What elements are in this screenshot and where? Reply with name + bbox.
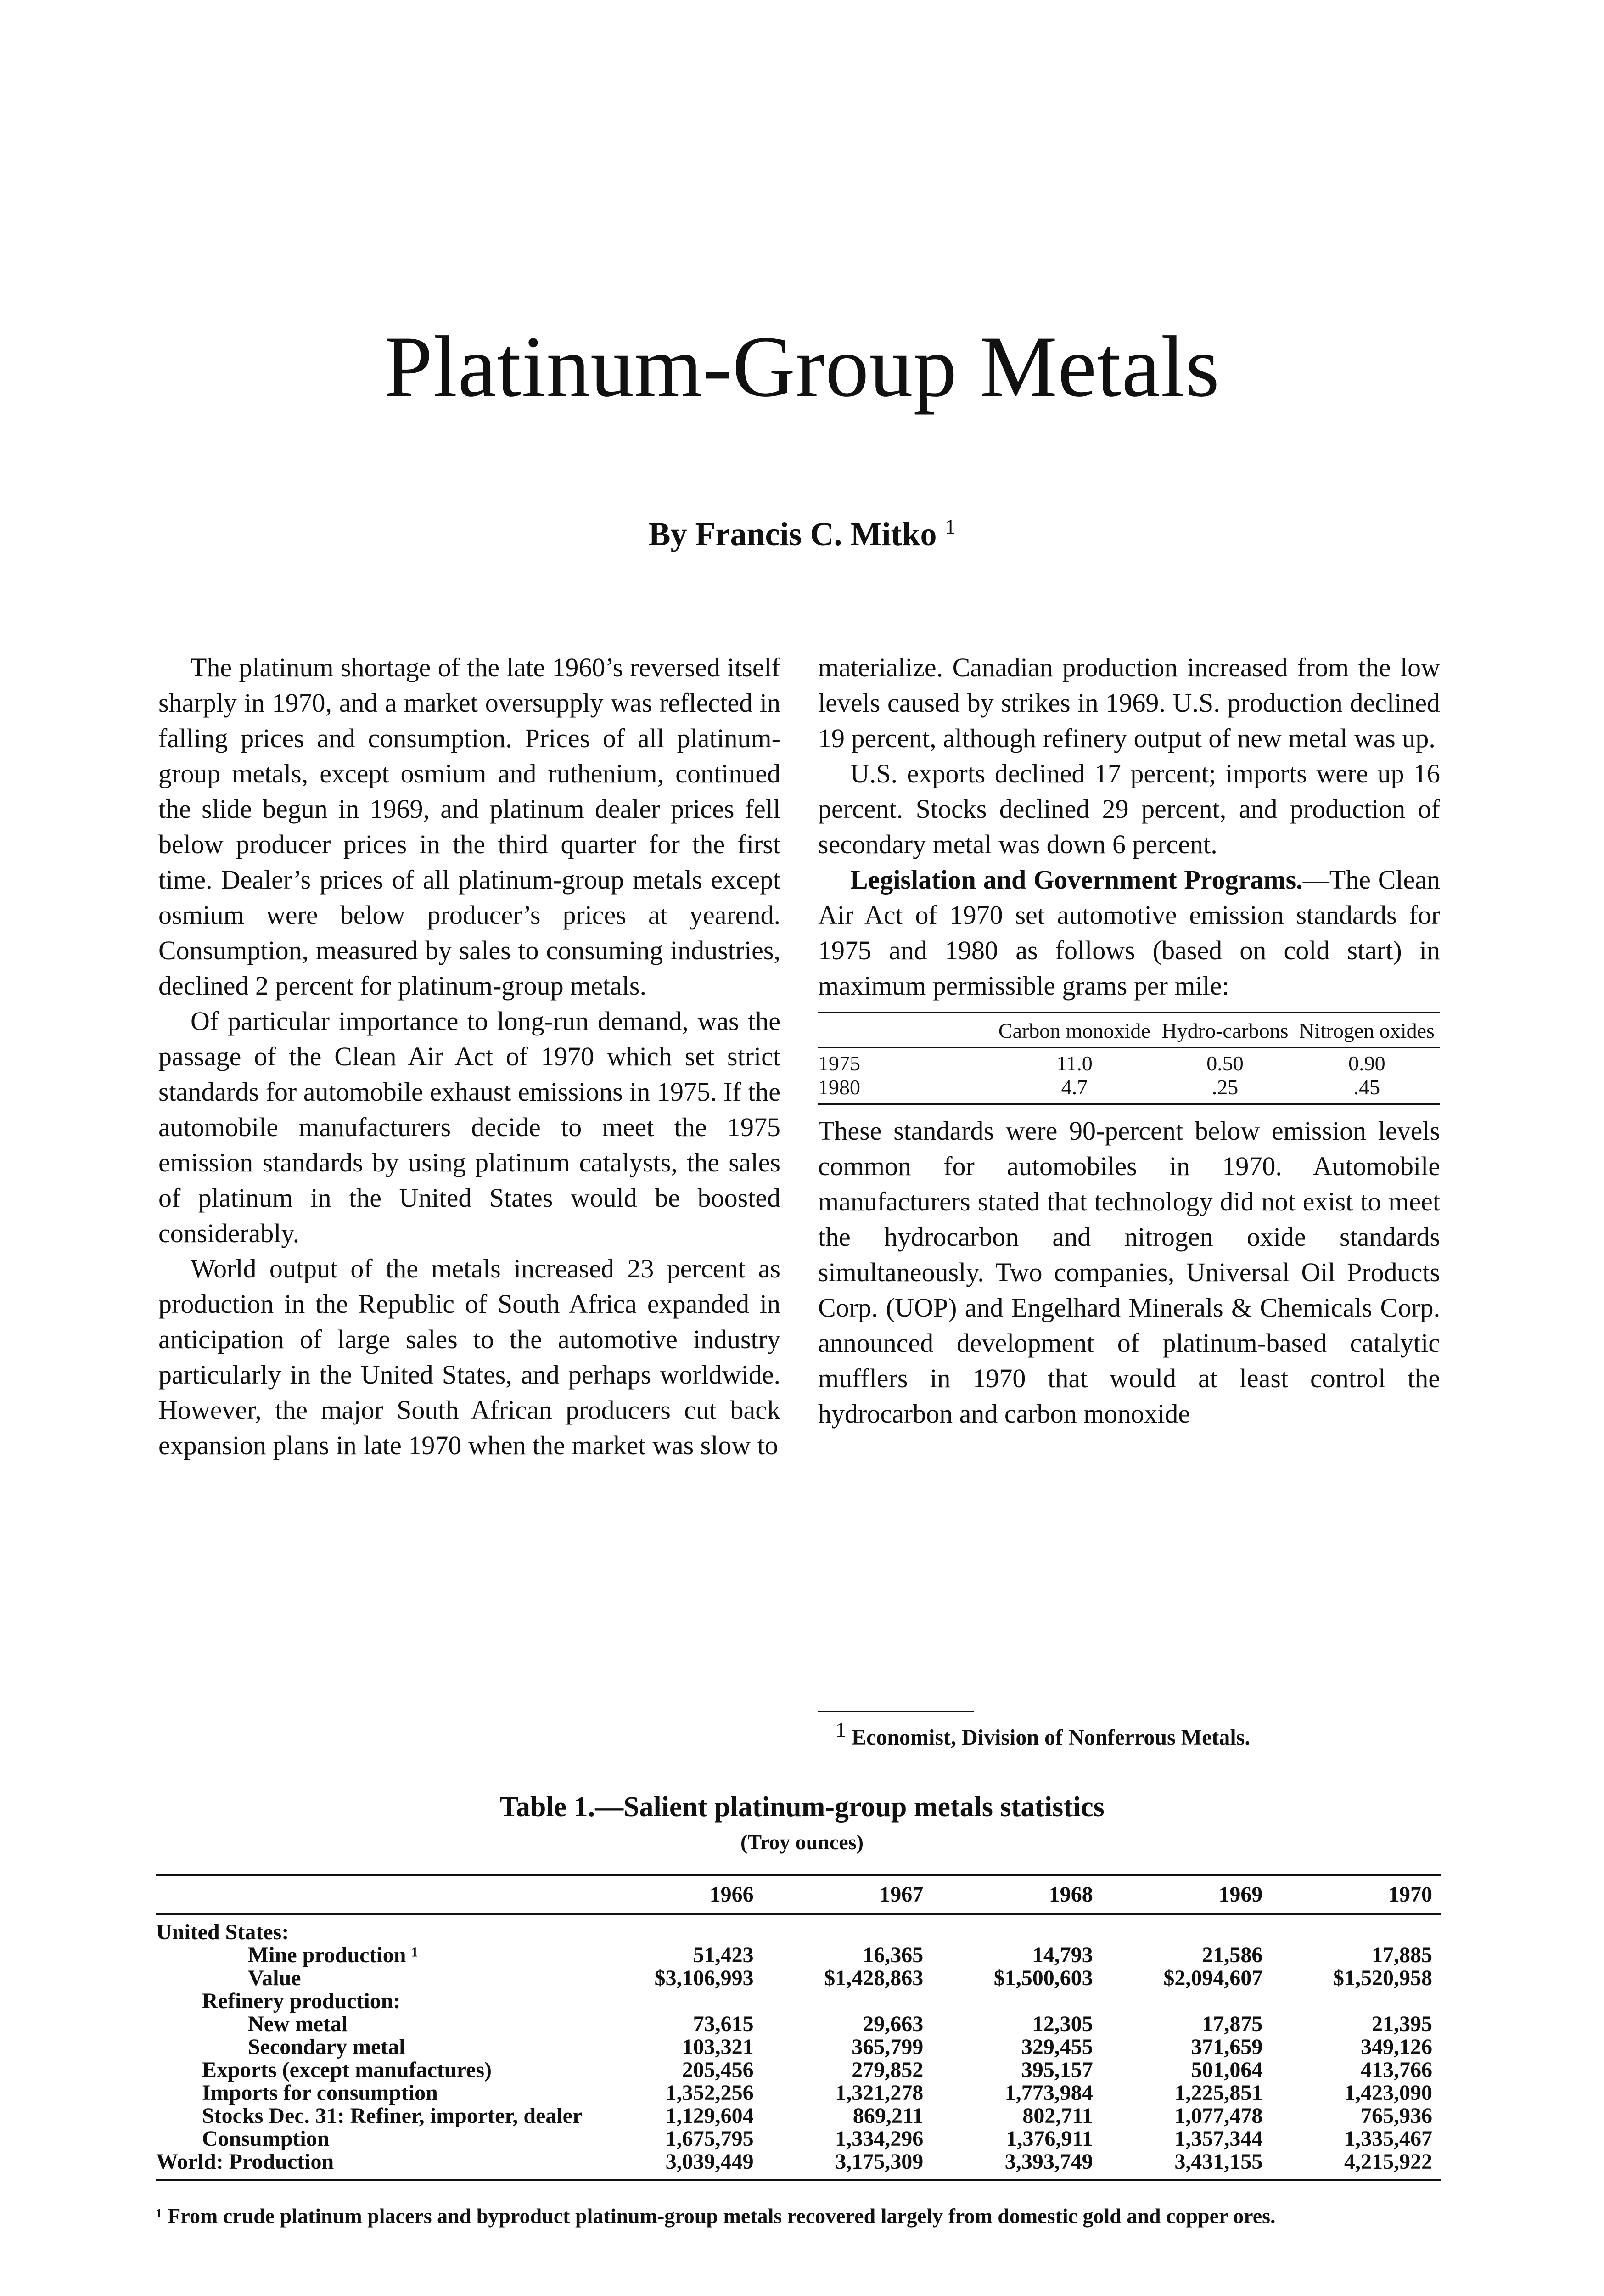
table-cell: 1,129,604 bbox=[665, 2104, 754, 2128]
table-cell: 1,335,467 bbox=[1344, 2127, 1432, 2151]
table-cell: 3,175,309 bbox=[763, 2150, 933, 2180]
table-row bbox=[156, 2036, 1441, 2059]
table-row bbox=[818, 1047, 1440, 1076]
table-cell: 0.90 bbox=[1348, 1052, 1385, 1075]
table-cell: 1,675,795 bbox=[665, 2127, 754, 2151]
footnote-marker: 1 bbox=[945, 515, 956, 538]
year-header: 1969 bbox=[1102, 1875, 1272, 1915]
table-header: Nitrogen oxides bbox=[1294, 1013, 1440, 1047]
paragraph: These standards were 90-percent below emission levels common for automobiles in 1970. Automobile manufacturers stated that technology did not exist to meet the hydrocarbon and nitrogen oxide standards simultaneously. Two companies, Universal Oil Products Corp. (UOP) and Engelhard Minerals & Chemicals Corp. announced development of platinum-based catalytic mufflers in 1970 that would at least control the hydrocarbon and carbon monoxide bbox=[818, 1116, 1440, 1429]
table-row bbox=[156, 1967, 1441, 1990]
right-column bbox=[818, 650, 1440, 1431]
table-subtitle: (Troy ounces) bbox=[740, 1830, 864, 1854]
table-cell bbox=[1272, 1914, 1441, 1944]
row-label: Secondary metal bbox=[248, 2035, 405, 2059]
section-heading: Legislation and Government Programs. bbox=[850, 865, 1303, 895]
paragraph: The platinum shortage of the late 1960’s reversed itself sharply in 1970, and a market oversupply was reflected in falling prices and consumption. Prices of all platinum-group metals, except osmium and ruthenium, continued the slide begun in 1969, and platinum dealer prices fell below producer prices in the third quarter for the first time. Dealer’s prices of all platinum-group metals except osmium were below producer’s prices at yearend. Consumption, measured by sales to consuming industries, declined 2 percent for platinum-group metals. bbox=[158, 653, 780, 1001]
table-cell: 1,773,984 bbox=[1004, 2081, 1093, 2105]
table-cell bbox=[763, 1914, 933, 1944]
paragraph: materialize. Canadian production increased from the low levels caused by strikes in 1969. U.S. production declined 19 percent, although refinery output of new metal was up. bbox=[818, 653, 1440, 753]
author-name: By Francis C. Mitko bbox=[648, 516, 937, 552]
row-label: United States: bbox=[156, 1920, 289, 1944]
table-cell: 279,852 bbox=[852, 2058, 924, 2082]
footnote-text: Economist, Division of Nonferrous Metals. bbox=[852, 1725, 1251, 1750]
table-row bbox=[156, 2105, 1441, 2127]
row-label: Refinery production: bbox=[202, 1989, 401, 2013]
table-cell bbox=[593, 1990, 763, 2013]
table-cell: 4.7 bbox=[992, 1075, 1156, 1104]
table-cell: 14,793 bbox=[1032, 1943, 1093, 1967]
year-header: 1970 bbox=[1272, 1875, 1441, 1915]
table-cell: $3,106,993 bbox=[654, 1966, 754, 1990]
table-cell: 73,615 bbox=[693, 2012, 754, 2036]
table-cell bbox=[763, 1990, 933, 2013]
table-cell: 3,039,449 bbox=[593, 2150, 763, 2180]
salient-statistics-table bbox=[156, 1874, 1441, 2181]
table-cell: 1,225,851 bbox=[1174, 2081, 1263, 2105]
row-label: Stocks Dec. 31: Refiner, importer, dealer bbox=[202, 2104, 583, 2128]
emission-standards-table bbox=[818, 1012, 1440, 1105]
table-footnote: ¹ From crude platinum placers and byproduct platinum-group metals recovered largely from domestic gold and copper ores. bbox=[156, 2204, 1276, 2228]
row-label: Mine production ¹ bbox=[248, 1943, 418, 1967]
table-cell: 17,875 bbox=[1202, 2012, 1263, 2036]
table-cell: 1,423,090 bbox=[1344, 2081, 1432, 2105]
row-label: New metal bbox=[248, 2012, 348, 2036]
table-cell: 3,393,749 bbox=[932, 2150, 1102, 2180]
table-cell: 29,663 bbox=[863, 2012, 924, 2036]
page-title: Platinum-Group Metals bbox=[384, 319, 1220, 415]
table-cell: 16,365 bbox=[863, 1943, 924, 1967]
table-cell: 21,395 bbox=[1372, 2012, 1432, 2036]
table-cell: 1,357,344 bbox=[1174, 2127, 1263, 2151]
table-cell: 4,215,922 bbox=[1272, 2150, 1441, 2180]
row-label: Imports for consumption bbox=[202, 2081, 438, 2105]
table-cell: $1,520,958 bbox=[1333, 1966, 1432, 1990]
table-cell: 371,659 bbox=[1191, 2035, 1263, 2059]
author-footnote bbox=[836, 1717, 1441, 1750]
table-header: Hydro-carbons bbox=[1156, 1013, 1293, 1047]
table-row bbox=[156, 2059, 1441, 2082]
paragraph: Of particular importance to long-run demand, was the passage of the Clean Air Act of 1970 which set strict standards for automobile exhaust emissions in 1975. If the automobile manufacturers decide to meet the 1975 emission standards by using platinum catalysts, the sales of platinum in the United States would be boosted considerably. bbox=[158, 1006, 780, 1248]
table-cell bbox=[1272, 1990, 1441, 2013]
table-cell: $1,428,863 bbox=[824, 1966, 924, 1990]
table-cell bbox=[1102, 1990, 1272, 2013]
table-row bbox=[156, 1990, 1441, 2013]
paragraph: U.S. exports declined 17 percent; imports were up 16 percent. Stocks declined 29 percent, and production of secondary metal was down 6 percent. bbox=[818, 759, 1440, 859]
table-cell: 1,352,256 bbox=[665, 2081, 754, 2105]
left-column bbox=[158, 650, 780, 1463]
table-cell: 802,711 bbox=[1022, 2104, 1093, 2128]
table-cell: 1,321,278 bbox=[835, 2081, 924, 2105]
table-cell: 3,431,155 bbox=[1102, 2150, 1272, 2180]
table-cell: $1,500,603 bbox=[993, 1966, 1093, 1990]
table-cell: $2,094,607 bbox=[1163, 1966, 1263, 1990]
table-row bbox=[818, 1075, 1440, 1104]
table-row bbox=[156, 1914, 1441, 1944]
row-label: Exports (except manufactures) bbox=[202, 2058, 492, 2082]
table-cell: 329,455 bbox=[1021, 2035, 1093, 2059]
table-cell: 413,766 bbox=[1361, 2058, 1432, 2082]
row-label: 1980 bbox=[818, 1075, 992, 1104]
row-label: Consumption bbox=[202, 2127, 330, 2151]
table-cell bbox=[593, 1914, 763, 1944]
row-label: Value bbox=[248, 1966, 301, 1990]
table-cell: .25 bbox=[1156, 1075, 1293, 1104]
table-cell: 365,799 bbox=[852, 2035, 924, 2059]
table-row bbox=[156, 1944, 1441, 1967]
table-cell: 1,334,296 bbox=[835, 2127, 924, 2151]
table-cell: 869,211 bbox=[852, 2104, 924, 2128]
table-header-blank bbox=[156, 1875, 593, 1915]
table-row bbox=[156, 2150, 1441, 2180]
byline bbox=[0, 514, 1604, 553]
table-cell: 0.50 bbox=[1206, 1052, 1244, 1075]
table-cell: 51,423 bbox=[693, 1943, 754, 1967]
row-label: 1975 bbox=[818, 1052, 860, 1075]
table-cell: 21,586 bbox=[1202, 1943, 1263, 1967]
table-row bbox=[156, 2013, 1441, 2036]
paragraph bbox=[818, 862, 1440, 1003]
paragraph-text: —The Clean Air Act of 1970 set automotive emission standards for 1975 and 1980 as follows (based on cold start) in maximum permissible grams per mile: bbox=[818, 865, 1440, 1001]
year-header: 1966 bbox=[593, 1875, 763, 1915]
table-cell: 17,885 bbox=[1372, 1943, 1432, 1967]
table-cell: 349,126 bbox=[1361, 2035, 1432, 2059]
table-row bbox=[156, 2082, 1441, 2105]
table-header-blank bbox=[818, 1013, 992, 1047]
row-label: World: Production bbox=[156, 2150, 593, 2180]
table-cell: 1,077,478 bbox=[1174, 2104, 1263, 2128]
paragraph: World output of the metals increased 23 percent as production in the Republic of South Africa expanded in anticipation of large sales to the automotive industry particularly in the United States, and perhaps worldwide. However, the major South African producers cut back expansion plans in late 1970 when the market was slow to bbox=[158, 1254, 780, 1460]
table-cell: 765,936 bbox=[1361, 2104, 1432, 2128]
table-cell bbox=[1102, 1914, 1272, 1944]
table-header: Carbon monoxide bbox=[992, 1013, 1156, 1047]
year-header: 1968 bbox=[932, 1875, 1102, 1915]
table-cell bbox=[932, 1914, 1102, 1944]
table-cell: 11.0 bbox=[1056, 1052, 1093, 1075]
table-cell: 1,376,911 bbox=[1006, 2127, 1093, 2151]
table-cell bbox=[932, 1990, 1102, 2013]
table-cell: 501,064 bbox=[1191, 2058, 1263, 2082]
table-cell: 395,157 bbox=[1021, 2058, 1093, 2082]
table-cell: .45 bbox=[1294, 1075, 1440, 1104]
table-cell: 103,321 bbox=[682, 2035, 754, 2059]
table-cell: 12,305 bbox=[1032, 2012, 1093, 2036]
table-title: Table 1.—Salient platinum-group metals statistics bbox=[499, 1791, 1105, 1823]
footnote-divider bbox=[818, 1711, 974, 1712]
table-row bbox=[156, 2127, 1441, 2150]
table-cell: 205,456 bbox=[682, 2058, 754, 2082]
year-header: 1967 bbox=[763, 1875, 933, 1915]
footnote-marker: 1 bbox=[836, 1718, 846, 1741]
